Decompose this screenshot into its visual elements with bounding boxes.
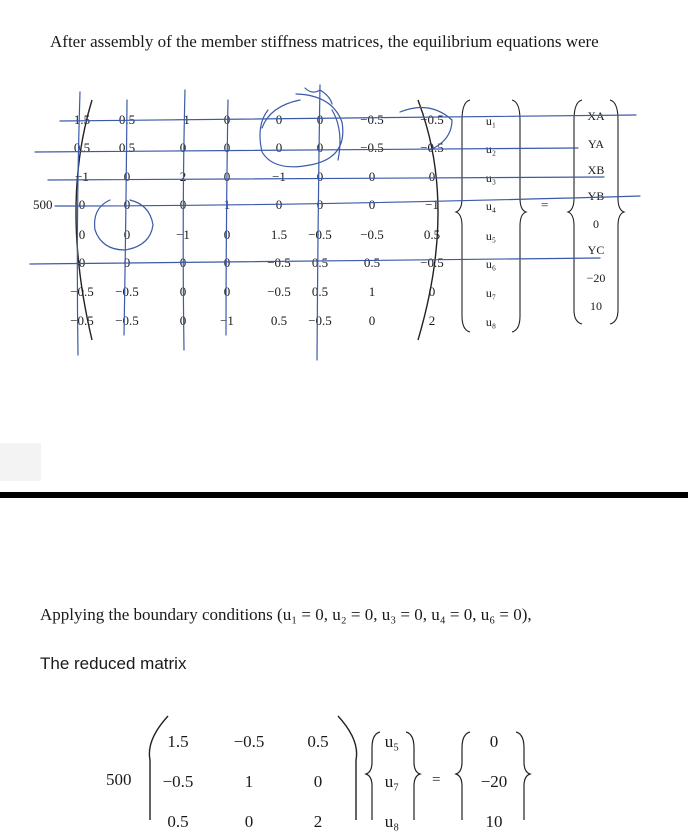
- matrix-cell: 0: [179, 313, 187, 328]
- matrix-cell: 0: [368, 313, 376, 328]
- matrix-cell: 0.5: [311, 255, 329, 270]
- matrix-cell: 0: [316, 169, 324, 184]
- matrix-cell: 0: [78, 197, 86, 212]
- matrix-cell: 1.5: [73, 112, 91, 127]
- matrix-cell: 0: [179, 255, 187, 270]
- load-entry: XA: [587, 109, 605, 123]
- reduced-load-entry: 10: [485, 812, 503, 831]
- reduced-equals-sign: =: [432, 772, 441, 788]
- unknown-entry: u₈: [485, 315, 497, 329]
- matrix-cell: 0: [428, 169, 436, 184]
- matrix-cell: −0.5: [70, 313, 94, 328]
- matrix-cell: 0: [223, 140, 231, 155]
- gray-placeholder-block: [0, 443, 41, 481]
- matrix-cell: −0.5: [420, 112, 444, 127]
- matrix-cell: 0: [78, 227, 86, 242]
- matrix-cell: −0.5: [360, 227, 384, 242]
- matrix-cell: 0: [78, 255, 86, 270]
- reduced-unknown-entry: u₇: [384, 772, 400, 791]
- load-entry: YA: [587, 137, 605, 151]
- matrix-cell: 0.5: [118, 112, 136, 127]
- matrix-cell: 0.5: [363, 255, 381, 270]
- matrix-cell: 0.5: [311, 284, 329, 299]
- unknown-entry: u₅: [485, 229, 497, 243]
- load-entry: 10: [590, 299, 602, 313]
- matrix-cell: 0: [223, 255, 231, 270]
- matrix-cell: 0: [316, 140, 324, 155]
- matrix-cell: −0.5: [420, 140, 444, 155]
- load-entry: −20: [586, 271, 606, 285]
- reduced-matrix-cell: −0.5: [162, 772, 194, 791]
- matrix-cell: 0: [179, 284, 187, 299]
- matrix-cell: 2: [179, 169, 187, 184]
- matrix-cell: −1: [272, 169, 286, 184]
- load-entry: 0: [593, 217, 599, 231]
- matrix-cell: 0.5: [73, 140, 91, 155]
- unknown-entry: u₂: [485, 142, 497, 156]
- matrix-cell: −0.5: [115, 284, 139, 299]
- reduced-unknown-entry: u₅: [384, 732, 400, 751]
- matrix-cell: 0: [223, 112, 231, 127]
- matrix-cell: 0: [179, 140, 187, 155]
- matrix-cell: 0: [275, 197, 283, 212]
- reduced-matrix-cell: 0: [244, 812, 254, 831]
- matrix-cell: −1: [176, 112, 190, 127]
- matrix-cell: 0: [275, 112, 283, 127]
- matrix-cell: 1.5: [270, 227, 288, 242]
- reduced-scalar: 500: [106, 770, 132, 789]
- full-equals-sign: =: [541, 197, 549, 212]
- reduced-matrix-cell: 0: [313, 772, 323, 791]
- reduced-matrix-cell: 0.5: [167, 812, 189, 831]
- matrix-cell: −0.5: [267, 255, 291, 270]
- matrix-cell: 0: [123, 197, 131, 212]
- load-entry: YC: [587, 243, 605, 257]
- matrix-cell: 0: [123, 227, 131, 242]
- load-entry: XB: [587, 163, 605, 177]
- matrix-cell: −1: [425, 197, 439, 212]
- reduced-matrix-cell: 0.5: [307, 732, 329, 751]
- matrix-cell: 1: [368, 284, 376, 299]
- matrix-cell: 0: [223, 169, 231, 184]
- matrix-cell: −0.5: [360, 112, 384, 127]
- reduced-matrix-label: The reduced matrix: [40, 654, 187, 673]
- matrix-cell: −0.5: [308, 313, 332, 328]
- matrix-cell: −1: [75, 169, 89, 184]
- matrix-cell: 0: [179, 197, 187, 212]
- matrix-cell: 0: [316, 112, 324, 127]
- matrix-cell: −0.5: [70, 284, 94, 299]
- matrix-cell: 1: [223, 197, 231, 212]
- matrix-cell: −1: [220, 313, 234, 328]
- reduced-matrix-cell: −0.5: [233, 732, 265, 751]
- reduced-matrix-cell: 1.5: [167, 732, 189, 751]
- unknown-entry: u₁: [485, 114, 497, 128]
- reduced-load-entry: −20: [480, 772, 508, 791]
- matrix-cell: 0: [368, 169, 376, 184]
- matrix-cell: 0: [123, 169, 131, 184]
- matrix-cell: −0.5: [115, 313, 139, 328]
- section-divider: [0, 492, 688, 498]
- matrix-cell: 0: [223, 227, 231, 242]
- matrix-cell: 0.5: [270, 313, 288, 328]
- matrix-cell: 0: [123, 255, 131, 270]
- matrix-cell: −0.5: [308, 227, 332, 242]
- load-entry: YB: [587, 189, 605, 203]
- matrix-cell: 0: [223, 284, 231, 299]
- matrix-cell: −1: [176, 227, 190, 242]
- matrix-cell: −0.5: [420, 255, 444, 270]
- reduced-matrix-cell: 1: [244, 772, 254, 791]
- matrix-cell: 0.5: [423, 227, 441, 242]
- unknown-entry: u₆: [485, 257, 497, 271]
- intro-text: After assembly of the member stiffness matrices, the equilibrium equations were: [50, 32, 599, 51]
- matrix-cell: −0.5: [267, 284, 291, 299]
- matrix-cell: 0.5: [118, 140, 136, 155]
- reduced-matrix-cell: 2: [313, 812, 323, 831]
- reduced-load-entry: 0: [489, 732, 499, 751]
- boundary-conditions-text: Applying the boundary conditions (u₁ = 0, u₂ = 0, u₃ = 0, u₄ = 0, u₆ = 0),: [40, 605, 532, 624]
- matrix-cell: 0: [428, 284, 436, 299]
- matrix-cell: −0.5: [360, 140, 384, 155]
- unknown-entry: u₄: [485, 199, 497, 213]
- reduced-unknown-entry: u₈: [384, 812, 400, 831]
- matrix-cell: 0: [316, 197, 324, 212]
- matrix-cell: 2: [428, 313, 436, 328]
- unknown-entry: u₇: [485, 286, 497, 300]
- matrix-cell: 0: [275, 140, 283, 155]
- unknown-entry: u₃: [485, 171, 497, 185]
- matrix-cell: 0: [368, 197, 376, 212]
- full-scalar: 500: [33, 197, 53, 212]
